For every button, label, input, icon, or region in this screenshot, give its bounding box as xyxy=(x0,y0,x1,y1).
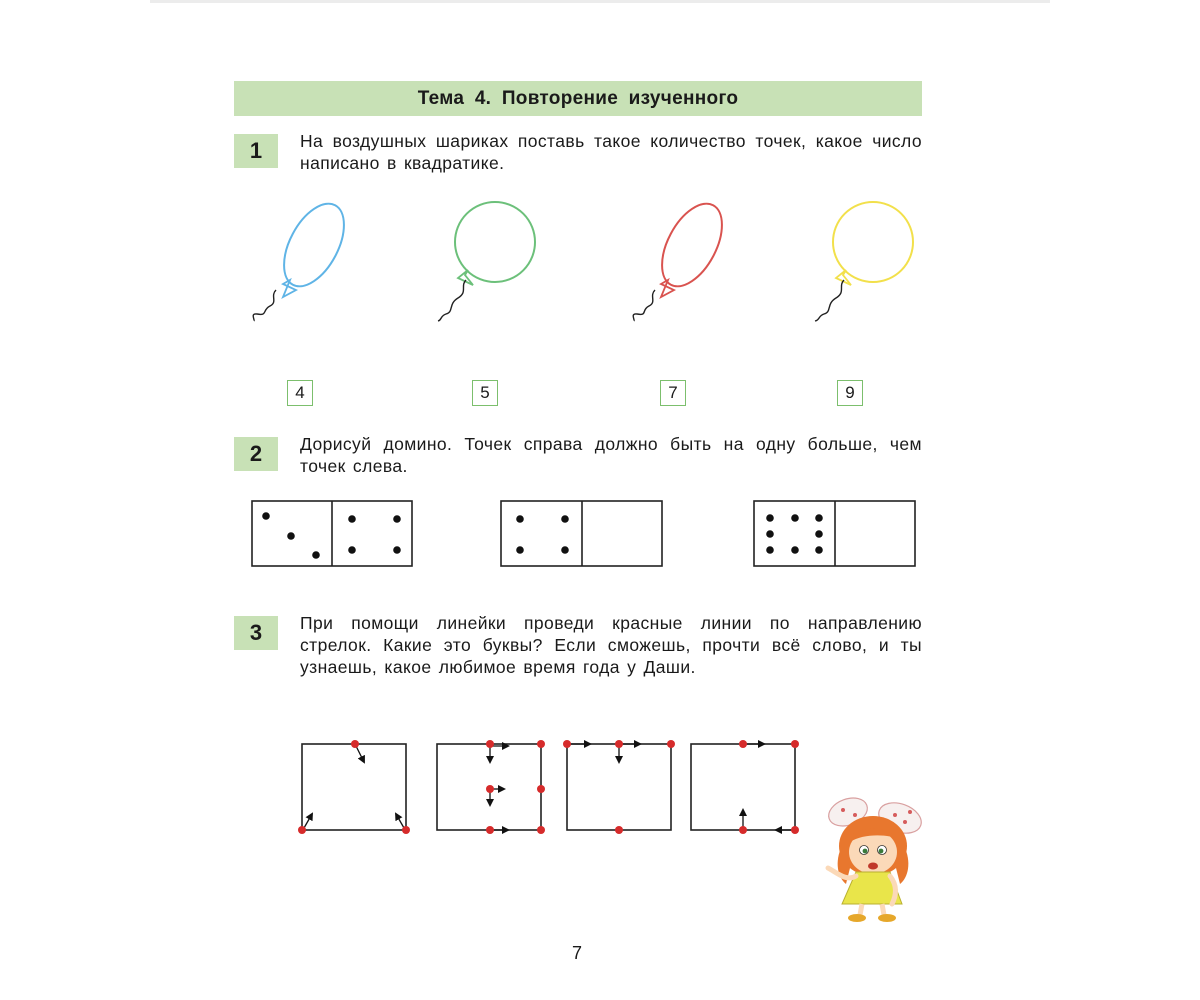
number-box-3: 7 xyxy=(660,380,686,406)
task-2-number: 2 xyxy=(234,437,278,471)
task-1-number: 1 xyxy=(234,134,278,168)
number-box-2: 5 xyxy=(472,380,498,406)
topic-title: Тема 4. Повторение изученного xyxy=(417,87,739,109)
task-3-number: 3 xyxy=(234,616,278,650)
number-box-4: 9 xyxy=(837,380,863,406)
page-number: 7 xyxy=(571,943,582,963)
task-1-text: На воздушных шариках поставь такое количество точек, какое число написано в квадратике. xyxy=(300,131,922,173)
task-3-text: При помощи линейки проведи красные линии по направлению стрелок. Какие это буквы? Если сможешь, прочти всё слово, и ты узнаешь, какое любимое время года у Даши. xyxy=(300,613,922,677)
task-2-text: Дорисуй домино. Точек справа должно быть на одну больше, чем точек слева. xyxy=(300,434,922,476)
number-box-1: 4 xyxy=(287,380,313,406)
